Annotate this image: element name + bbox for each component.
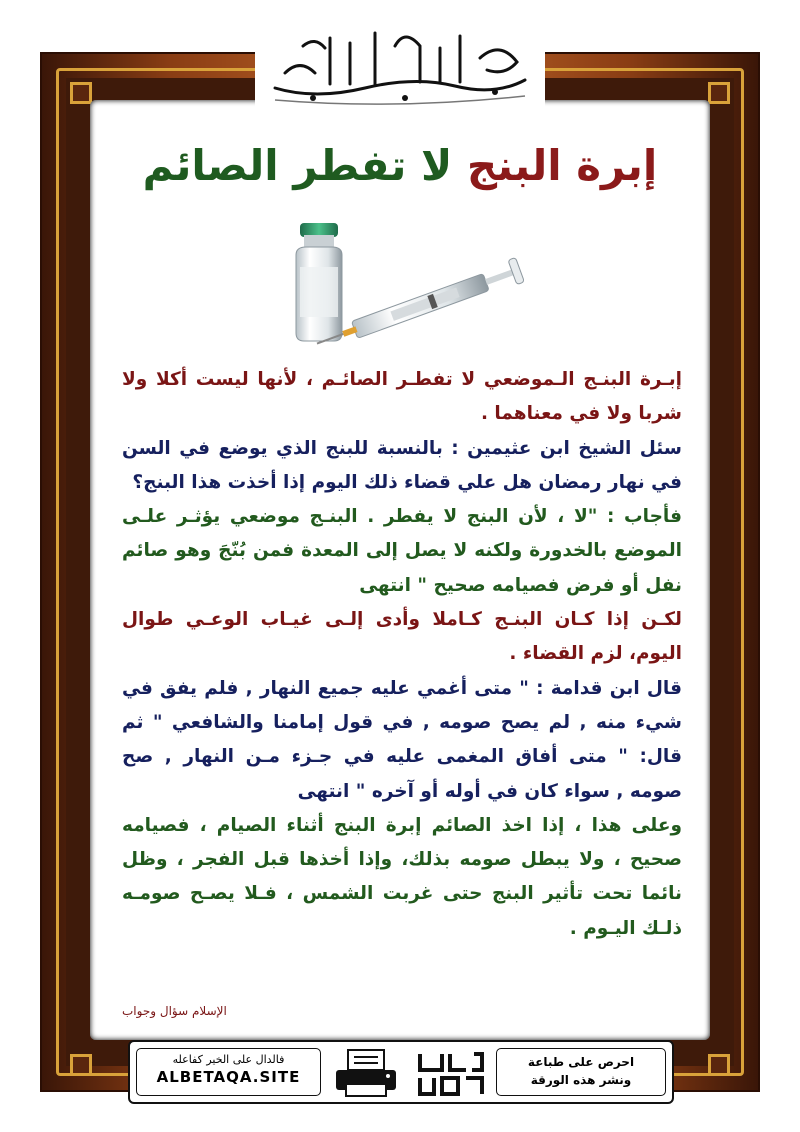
frame-corner — [708, 1054, 730, 1076]
website-link[interactable]: ALBETAQA.SITE — [156, 1068, 301, 1086]
source-credit: الإسلام سؤال وجواب — [122, 1004, 227, 1018]
footer-motto: فالدال على الخير كفاعله — [172, 1053, 285, 1066]
page-title — [90, 138, 710, 194]
dawa-logo — [412, 1046, 490, 1100]
paragraph: فأجاب : "لا ، لأن البنج لا يفطر . البنـج موضعي يؤثـر علـى الموضع بالخدورة ولكنه لا يصل إلى المعدة فمن بُنّجَ وهو صائم نفل أو فرض فصيامه صحيح " انتهى — [122, 506, 682, 596]
paragraph: إبـرة البنـج الـموضعي لا تفطـر الصائـم ، لأنها ليست أكلا ولا شربا ولا في معناهما . — [122, 369, 682, 425]
print-reminder-box — [496, 1048, 666, 1096]
basmala-calligraphy — [255, 18, 545, 110]
paragraph: لكـن إذا كـان البنـج كـاملا وأدى إلـى غيـاب الوعـي طوال اليوم، لزم القضاء . — [122, 609, 682, 665]
title-part-2: لا تفطر الصائم — [142, 141, 453, 190]
printer-icon — [328, 1046, 404, 1100]
frame-corner — [70, 1054, 92, 1076]
frame-corner — [70, 82, 92, 104]
frame-corner — [708, 82, 730, 104]
paragraph: سئل الشيخ ابن عثيمين : بالنسبة للبنج الذي يوضع في السن في نهار رمضان هل علي قضاء ذلك اليوم إذا أخذت هذا البنج؟ — [122, 437, 682, 493]
print-reminder-line2: ونشر هذه الورقة — [530, 1073, 632, 1087]
vial-syringe-illustration — [280, 215, 530, 350]
article-body — [122, 363, 682, 946]
title-part-1: إبرة البنج — [466, 141, 658, 190]
print-reminder-line1: احرص على طباعة — [527, 1055, 635, 1069]
paragraph: وعلى هذا ، إذا اخذ الصائم إبرة البنج أثناء الصيام ، فصيامه صحيح ، ولا يبطل صومه بذلك، وإذا أخذها قبل الفجر ، وظل نائما تحت تأثير البنج حتى غربت الشمس ، فـلا يصـح صومـه ذلـك اليـوم . — [122, 814, 682, 939]
paragraph: قال ابن قدامة : " متى أغمي عليه جميع النهار , فلم يفق في شيء منه , لم يصح صومه , في قول إمامنا والشافعي " ثم قال: " متى أفاق المغمى عليه في جـزء مـن النهار , صح صومه , سواء كان في أوله أو آخره " انتهى — [122, 677, 682, 802]
website-box — [136, 1048, 321, 1096]
footer-bar — [128, 1040, 674, 1104]
